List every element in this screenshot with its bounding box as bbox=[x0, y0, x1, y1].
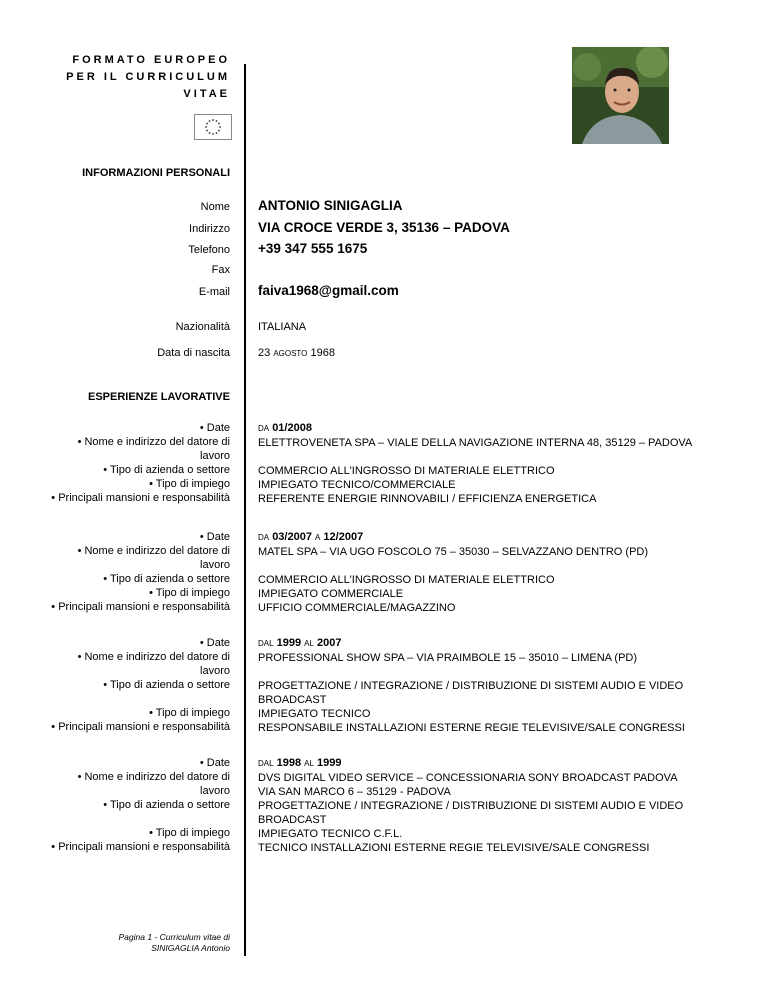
address-label: Indirizzo bbox=[189, 223, 230, 235]
job-employer: MATEL SPA – VIA UGO FOSCOLO 75 – 35030 – SELVAZZANO DENTRO (PD) bbox=[258, 546, 649, 558]
job-duties: UFFICIO COMMERCIALE/MAGAZZINO bbox=[258, 602, 456, 614]
email-value: faiva1968@gmail.com bbox=[258, 283, 399, 298]
job1-labels bbox=[40, 421, 230, 505]
job-role: IMPIEGATO TECNICO bbox=[258, 708, 371, 720]
job-employer: DVS DIGITAL VIDEO SERVICE – CONCESSIONARIA SONY BROADCAST PADOVA bbox=[258, 772, 678, 784]
section-personal-info: INFORMAZIONI PERSONALI bbox=[82, 167, 230, 179]
footer-line-1: Pagina 1 - Curriculum vitae di bbox=[118, 932, 230, 942]
phone-value: +39 347 555 1675 bbox=[258, 241, 368, 256]
column-divider bbox=[244, 64, 246, 956]
birth-year: 1968 bbox=[310, 347, 335, 359]
job-date: DAL 1998 AL 1999 bbox=[258, 757, 342, 769]
job-duties: RESPONSABILE INSTALLAZIONI ESTERNE REGIE TELEVISIVE/SALE CONGRESSI bbox=[258, 722, 685, 734]
section-work-experience: ESPERIENZE LAVORATIVE bbox=[87, 391, 230, 403]
job-date: DA 03/2007 A 12/2007 bbox=[258, 531, 364, 543]
duties-label: • Principali mansioni e responsabilità bbox=[51, 492, 230, 504]
employer-label-cont: lavoro bbox=[200, 785, 230, 797]
job1-values bbox=[258, 421, 718, 506]
sector-label: • Tipo di azienda o settore bbox=[103, 464, 230, 476]
job-duties: REFERENTE ENERGIE RINNOVABILI / EFFICIENZA ENERGETICA bbox=[258, 493, 597, 505]
sector-label: • Tipo di azienda o settore bbox=[103, 573, 230, 585]
birth-day: 23 bbox=[258, 347, 271, 359]
employer-label: • Nome e indirizzo del datore di bbox=[77, 545, 230, 557]
job-role: IMPIEGATO COMMERCIALE bbox=[258, 588, 404, 600]
employer-label: • Nome e indirizzo del datore di bbox=[77, 436, 230, 448]
job-date: DA 01/2008 bbox=[258, 422, 312, 434]
fax-label: Fax bbox=[211, 264, 230, 276]
duties-label: • Principali mansioni e responsabilità bbox=[51, 601, 230, 613]
role-label: • Tipo di impiego bbox=[149, 707, 230, 719]
employer-label: • Nome e indirizzo del datore di bbox=[77, 771, 230, 783]
duties-label: • Principali mansioni e responsabilità bbox=[51, 721, 230, 733]
job-role: IMPIEGATO TECNICO/COMMERCIALE bbox=[258, 479, 456, 491]
job-sector-cont: BROADCAST bbox=[258, 694, 327, 706]
job-employer-cont: VIA SAN MARCO 6 – 35129 - PADOVA bbox=[258, 786, 451, 798]
role-label: • Tipo di impiego bbox=[149, 827, 230, 839]
eu-flag-icon bbox=[194, 114, 232, 140]
job-role: IMPIEGATO TECNICO C.F.L. bbox=[258, 828, 403, 840]
sector-label: • Tipo di azienda o settore bbox=[103, 799, 230, 811]
role-label: • Tipo di impiego bbox=[149, 587, 230, 599]
cv-format-title bbox=[60, 52, 230, 103]
job-duties: TECNICO INSTALLAZIONI ESTERNE REGIE TELEVISIVE/SALE CONGRESSI bbox=[258, 842, 650, 854]
job-sector: COMMERCIO ALL'INGROSSO DI MATERIALE ELETTRICO bbox=[258, 574, 555, 586]
job-sector: COMMERCIO ALL'INGROSSO DI MATERIALE ELETTRICO bbox=[258, 465, 555, 477]
job4-values bbox=[258, 756, 718, 855]
page-footer bbox=[80, 932, 230, 954]
job-employer: PROFESSIONAL SHOW SPA – VIA PRAIMBOLE 15 – 35010 – LIMENA (PD) bbox=[258, 652, 638, 664]
employer-label: • Nome e indirizzo del datore di bbox=[77, 651, 230, 663]
job-sector: PROGETTAZIONE / INTEGRAZIONE / DISTRIBUZIONE DI SISTEMI AUDIO E VIDEO bbox=[258, 800, 684, 812]
name-label: Nome bbox=[200, 201, 230, 213]
job2-values bbox=[258, 530, 718, 615]
date-label: • Date bbox=[199, 422, 230, 434]
date-label: • Date bbox=[199, 757, 230, 769]
title-line-1: FORMATO EUROPEO bbox=[72, 54, 230, 66]
employer-label-cont: lavoro bbox=[200, 450, 230, 462]
job3-labels bbox=[40, 636, 230, 734]
name-value: ANTONIO SINIGAGLIA bbox=[258, 198, 403, 213]
job2-labels bbox=[40, 530, 230, 614]
title-line-2: PER IL CURRICULUM bbox=[66, 71, 230, 83]
job-date: DAL 1999 AL 2007 bbox=[258, 637, 342, 649]
date-label: • Date bbox=[199, 637, 230, 649]
date-label: • Date bbox=[199, 531, 230, 543]
birth-month: AGOSTO bbox=[273, 349, 308, 358]
nationality-label: Nazionalità bbox=[175, 321, 230, 333]
job3-values bbox=[258, 636, 718, 735]
job-sector: PROGETTAZIONE / INTEGRAZIONE / DISTRIBUZIONE DI SISTEMI AUDIO E VIDEO bbox=[258, 680, 684, 692]
job4-labels bbox=[40, 756, 230, 854]
address-value: VIA CROCE VERDE 3, 35136 – PADOVA bbox=[258, 220, 510, 235]
email-label: E-mail bbox=[198, 286, 230, 298]
birth-label: Data di nascita bbox=[157, 347, 230, 359]
role-label: • Tipo di impiego bbox=[149, 478, 230, 490]
employer-label-cont: lavoro bbox=[200, 665, 230, 677]
footer-line-2: SINIGAGLIA Antonio bbox=[151, 943, 230, 953]
sector-label: • Tipo di azienda o settore bbox=[103, 679, 230, 691]
nationality-value: ITALIANA bbox=[258, 321, 307, 333]
job-employer: ELETTROVENETA SPA – VIALE DELLA NAVIGAZIONE INTERNA 48, 35129 – PADOVA bbox=[258, 437, 693, 449]
title-line-3: VITAE bbox=[183, 88, 230, 100]
employer-label-cont: lavoro bbox=[200, 559, 230, 571]
duties-label: • Principali mansioni e responsabilità bbox=[51, 841, 230, 853]
birth-value bbox=[258, 346, 718, 361]
phone-label: Telefono bbox=[188, 244, 230, 256]
profile-photo bbox=[572, 47, 669, 144]
job-sector-cont: BROADCAST bbox=[258, 814, 327, 826]
